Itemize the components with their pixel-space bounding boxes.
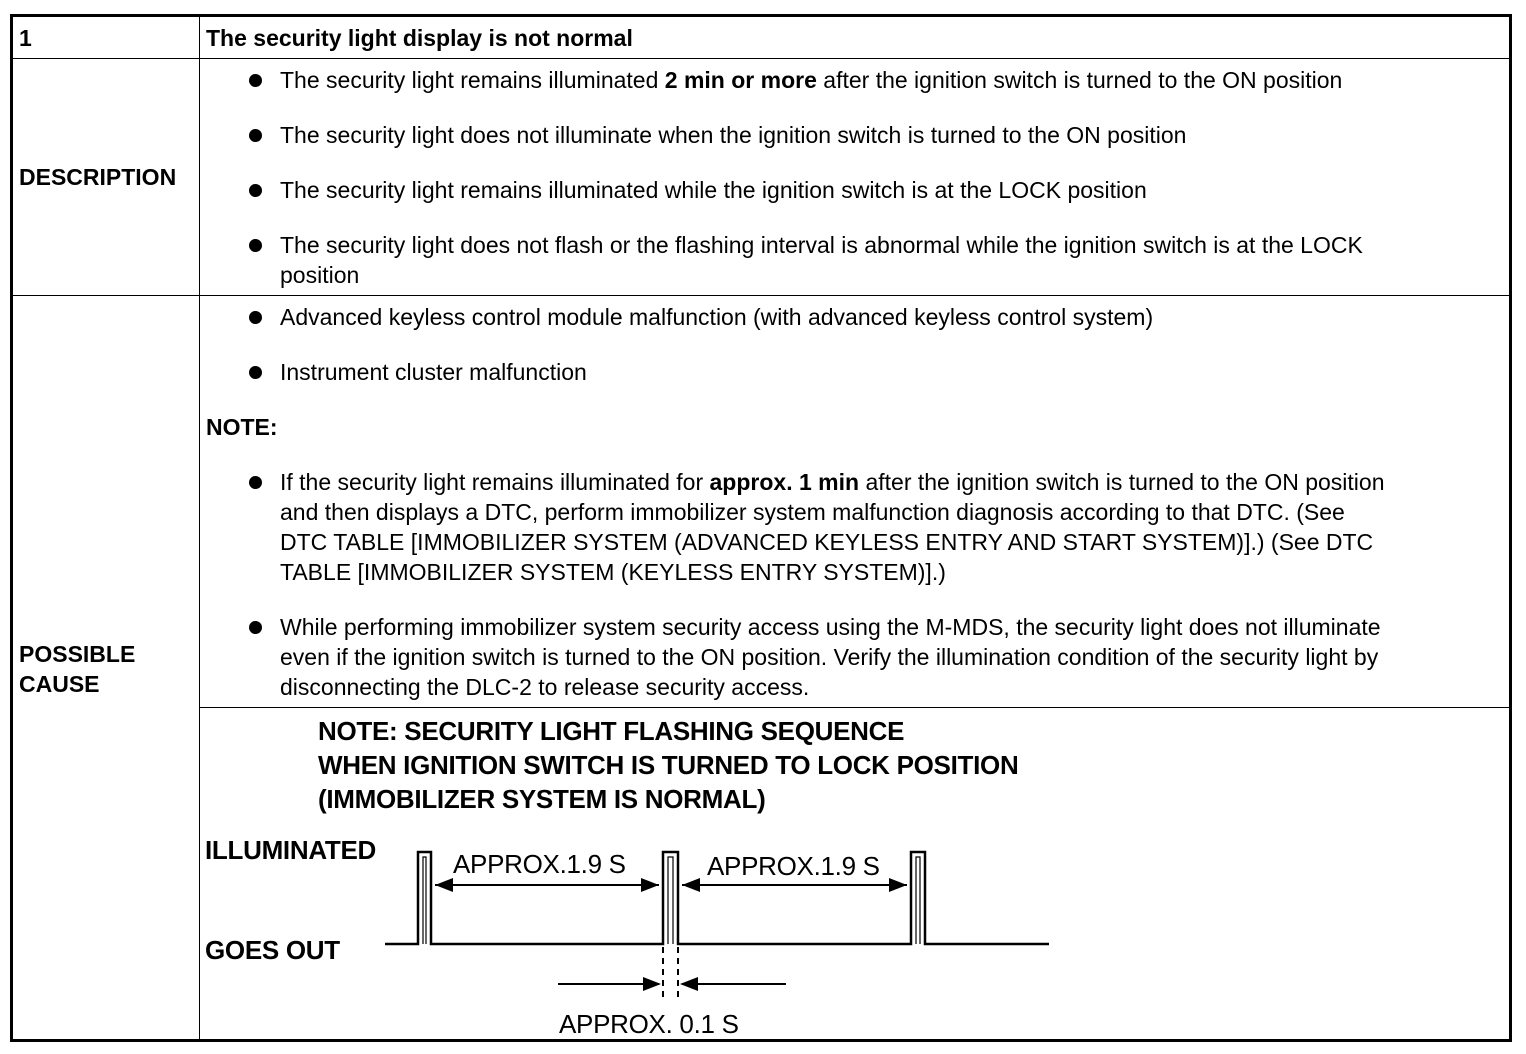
bullet-icon: [249, 311, 262, 324]
arrowhead-icon: [682, 878, 700, 892]
cause-item-2: Instrument cluster malfunction: [280, 359, 587, 385]
waveform-line-inner: [668, 857, 673, 944]
note-item-2-line-3: disconnecting the DLC-2 to release security access.: [280, 674, 810, 700]
note-label: NOTE:: [206, 414, 278, 440]
bullet-icon: [249, 476, 262, 489]
pulse-width-label: APPROX. 0.1 S: [559, 1009, 739, 1039]
bullet-icon: [249, 239, 262, 252]
arrowhead-icon: [680, 977, 698, 991]
interval-1-label: APPROX.1.9 S: [453, 849, 626, 879]
bullet-icon: [249, 129, 262, 142]
bullet-icon: [249, 366, 262, 379]
description-item-2: The security light does not illuminate when the ignition switch is turned to the ON position: [280, 122, 1187, 148]
row-divider-header: [13, 58, 1509, 59]
diagram-title-line-3: (IMMOBILIZER SYSTEM IS NORMAL): [318, 784, 766, 814]
description-item-3: The security light remains illuminated while the ignition switch is at the LOCK position: [280, 177, 1147, 203]
waveform-line-inner: [916, 857, 920, 944]
row-number: 1: [19, 25, 32, 51]
level-illuminated-label: ILLUMINATED: [205, 835, 376, 865]
waveform-line-inner: [423, 857, 426, 944]
bullet-icon: [249, 184, 262, 197]
possible-cause-label: [19, 639, 135, 699]
page-title: The security light display is not normal: [206, 25, 633, 51]
description-label: DESCRIPTION: [19, 164, 177, 190]
diagram-title-line-2: WHEN IGNITION SWITCH IS TURNED TO LOCK POSITION: [318, 750, 1019, 780]
arrowhead-icon: [889, 878, 907, 892]
note-item-1-line-1: If the security light remains illuminated for approx. 1 min after the ignition switch is turned to the ON position: [280, 469, 1385, 495]
diagram-title-line-1: NOTE: SECURITY LIGHT FLASHING SEQUENCE: [318, 716, 905, 746]
description-item-1: The security light remains illuminated 2 min or more after the ignition switch is turned to the ON position: [280, 67, 1343, 93]
level-goes-out-label: GOES OUT: [205, 935, 340, 965]
interval-2-label: APPROX.1.9 S: [707, 851, 880, 881]
description-item-4-line-2: position: [280, 262, 360, 288]
note-item-1-line-2: and then displays a DTC, perform immobilizer system malfunction diagnosis according to that DTC. (See: [280, 499, 1345, 525]
bullet-icon: [249, 74, 262, 87]
waveform-line: [385, 852, 1049, 944]
cause-item-1: Advanced keyless control module malfunction (with advanced keyless control system): [280, 304, 1154, 330]
note-item-1-line-3: DTC TABLE [IMMOBILIZER SYSTEM (ADVANCED KEYLESS ENTRY AND START SYSTEM)].) (See DTC: [280, 529, 1374, 555]
row-divider-description: [13, 295, 1509, 296]
possible-cause-label-line-1: POSSIBLE: [19, 641, 136, 667]
possible-cause-label-line-2: CAUSE: [19, 671, 100, 697]
flashing-sequence-waveform: [13, 707, 1113, 1037]
note-item-1-line-4: TABLE [IMMOBILIZER SYSTEM (KEYLESS ENTRY SYSTEM)].): [280, 559, 946, 585]
arrowhead-icon: [643, 977, 661, 991]
note-item-2-line-2: even if the ignition switch is turned to the ON position. Verify the illumination condition of the security light by: [280, 644, 1379, 670]
troubleshooting-table: [10, 14, 1512, 1042]
arrowhead-icon: [641, 878, 659, 892]
bullet-icon: [249, 621, 262, 634]
description-item-4-line-1: The security light does not flash or the flashing interval is abnormal while the ignition switch is at the LOCK: [280, 232, 1363, 258]
arrowhead-icon: [435, 878, 453, 892]
note-item-2-line-1: While performing immobilizer system security access using the M-MDS, the security light does not illuminate: [280, 614, 1381, 640]
